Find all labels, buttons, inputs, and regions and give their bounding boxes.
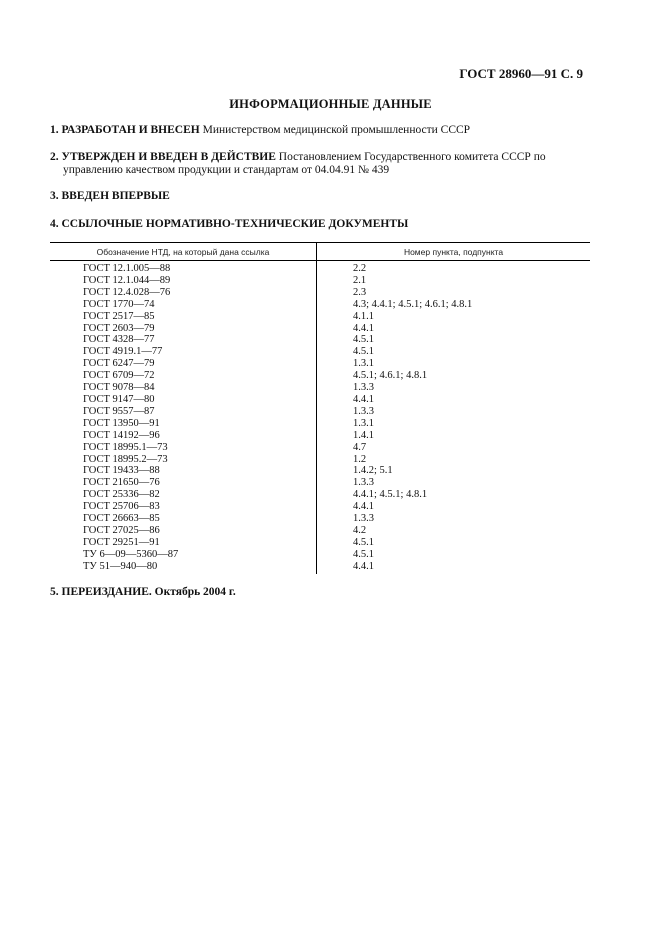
cell-clause: 1.3.1 xyxy=(353,417,374,429)
item-number: 2. xyxy=(50,151,59,163)
item-3 xyxy=(50,190,590,203)
cell-clause: 1.4.2; 5.1 xyxy=(353,465,393,477)
table-row xyxy=(50,275,590,287)
cell-clause: 4.4.1 xyxy=(353,560,374,572)
table-row xyxy=(50,406,590,418)
cell-clause: 1.4.1 xyxy=(353,429,374,441)
item-number: 4. xyxy=(50,218,59,230)
table-row xyxy=(50,430,590,442)
cell-document: ГОСТ 27025—86 xyxy=(50,525,317,537)
item-5 xyxy=(50,586,590,599)
cell-document: ГОСТ 12.1.005—88 xyxy=(50,261,317,275)
table-row xyxy=(50,549,590,561)
table-row xyxy=(50,334,590,346)
item-text: Постановлением Государственного комитета СССР по xyxy=(275,151,546,163)
item-lead: ПЕРЕИЗДАНИЕ. Октябрь 2004 г. xyxy=(61,586,236,598)
cell-document: ГОСТ 19433—88 xyxy=(50,465,317,477)
cell-clause: 1.3.3 xyxy=(353,477,374,489)
cell-document: ГОСТ 21650—76 xyxy=(50,477,317,489)
cell-clause: 4.5.1 xyxy=(353,346,374,358)
cell-document: ГОСТ 25706—83 xyxy=(50,501,317,513)
table-header-row xyxy=(50,243,590,261)
cell-clause: 2.2 xyxy=(353,263,367,274)
cell-document: ГОСТ 9078—84 xyxy=(50,382,317,394)
table-row xyxy=(50,346,590,358)
item-4 xyxy=(50,218,590,231)
table-row xyxy=(50,323,590,335)
cell-clause: 2.3 xyxy=(353,286,367,298)
standard-page-code: ГОСТ 28960—91 С. 9 xyxy=(459,66,583,81)
item-lead: РАЗРАБОТАН И ВНЕСЕН xyxy=(61,124,200,136)
item-number: 5. xyxy=(50,586,59,598)
references-table xyxy=(50,242,590,574)
item-number: 3. xyxy=(50,190,59,202)
cell-clause: 4.4.1 xyxy=(353,322,374,334)
cell-clause: 1.2 xyxy=(353,453,367,465)
cell-clause: 4.5.1 xyxy=(353,536,374,548)
section-title: ИНФОРМАЦИОННЫЕ ДАННЫЕ xyxy=(229,97,432,111)
cell-document: ГОСТ 6709—72 xyxy=(50,370,317,382)
item-text-continuation: управлению качеством продукции и стандартам от 04.04.91 № 439 xyxy=(63,164,390,176)
cell-document: ГОСТ 25336—82 xyxy=(50,489,317,501)
cell-clause: 4.4.1; 4.5.1; 4.8.1 xyxy=(353,489,428,501)
cell-clause: 4.3; 4.4.1; 4.5.1; 4.6.1; 4.8.1 xyxy=(353,298,473,310)
table-row xyxy=(50,465,590,477)
cell-clause: 4.2 xyxy=(353,524,367,536)
cell-document: ГОСТ 9147—80 xyxy=(50,394,317,406)
table-row xyxy=(50,287,590,299)
cell-clause: 4.5.1; 4.6.1; 4.8.1 xyxy=(353,370,428,382)
table-row xyxy=(50,382,590,394)
table-row xyxy=(50,418,590,430)
item-number: 1. xyxy=(50,124,59,136)
cell-document: ГОСТ 2517—85 xyxy=(50,311,317,323)
table-row xyxy=(50,394,590,406)
item-lead: УТВЕРЖДЕН И ВВЕДЕН В ДЕЙСТВИЕ xyxy=(61,151,276,163)
table-row xyxy=(50,442,590,454)
cell-document: ГОСТ 12.1.044—89 xyxy=(50,275,317,287)
item-1 xyxy=(50,124,590,137)
cell-document: ГОСТ 1770—74 xyxy=(50,299,317,311)
column-header-clause: Номер пункта, подпункта xyxy=(317,243,591,261)
item-2 xyxy=(50,151,590,177)
references-table-wrap xyxy=(50,242,590,574)
cell-clause: 4.4.1 xyxy=(353,393,374,405)
column-header-document: Обозначение НТД, на который дана ссылка xyxy=(50,243,317,261)
cell-document: ГОСТ 6247—79 xyxy=(50,358,317,370)
cell-clause: 2.1 xyxy=(353,274,367,286)
table-row xyxy=(50,370,590,382)
table-row xyxy=(50,311,590,323)
table-row xyxy=(50,525,590,537)
cell-clause: 1.3.3 xyxy=(353,382,374,394)
table-row xyxy=(50,561,590,574)
table-row xyxy=(50,489,590,501)
table-row xyxy=(50,501,590,513)
table-row xyxy=(50,358,590,370)
item-lead: ВВЕДЕН ВПЕРВЫЕ xyxy=(61,190,170,202)
cell-clause: 4.5.1 xyxy=(353,334,374,346)
cell-document: ГОСТ 13950—91 xyxy=(50,418,317,430)
table-row xyxy=(50,454,590,466)
table-row xyxy=(50,513,590,525)
item-lead: ССЫЛОЧНЫЕ НОРМАТИВНО-ТЕХНИЧЕСКИЕ ДОКУМЕНТЫ xyxy=(61,218,409,230)
cell-clause: 4.5.1 xyxy=(353,548,374,560)
cell-document: ГОСТ 29251—91 xyxy=(50,537,317,549)
cell-document: ГОСТ 2603—79 xyxy=(50,323,317,335)
cell-document: ГОСТ 4919.1—77 xyxy=(50,346,317,358)
table-row xyxy=(50,477,590,489)
cell-document: ГОСТ 18995.1—73 xyxy=(50,442,317,454)
table-row xyxy=(50,261,590,275)
cell-document: ГОСТ 18995.2—73 xyxy=(50,454,317,466)
cell-clause: 4.4.1 xyxy=(353,501,374,513)
cell-clause: 4.7 xyxy=(353,441,367,453)
item-text: Министерством медицинской промышленности СССР xyxy=(199,124,471,136)
cell-clause: 1.3.3 xyxy=(353,513,374,525)
table-row xyxy=(50,537,590,549)
cell-document: ГОСТ 9557—87 xyxy=(50,406,317,418)
table-row xyxy=(50,299,590,311)
cell-clause: 1.3.3 xyxy=(353,405,374,417)
cell-document: ТУ 51—940—80 xyxy=(50,561,317,574)
cell-document: ГОСТ 14192—96 xyxy=(50,430,317,442)
cell-clause: 1.3.1 xyxy=(353,358,374,370)
cell-clause: 4.1.1 xyxy=(353,310,374,322)
cell-document: ГОСТ 4328—77 xyxy=(50,334,317,346)
table-body xyxy=(50,261,590,574)
cell-document: ТУ 6—09—5360—87 xyxy=(50,549,317,561)
cell-document: ГОСТ 12.4.028—76 xyxy=(50,287,317,299)
cell-document: ГОСТ 26663—85 xyxy=(50,513,317,525)
